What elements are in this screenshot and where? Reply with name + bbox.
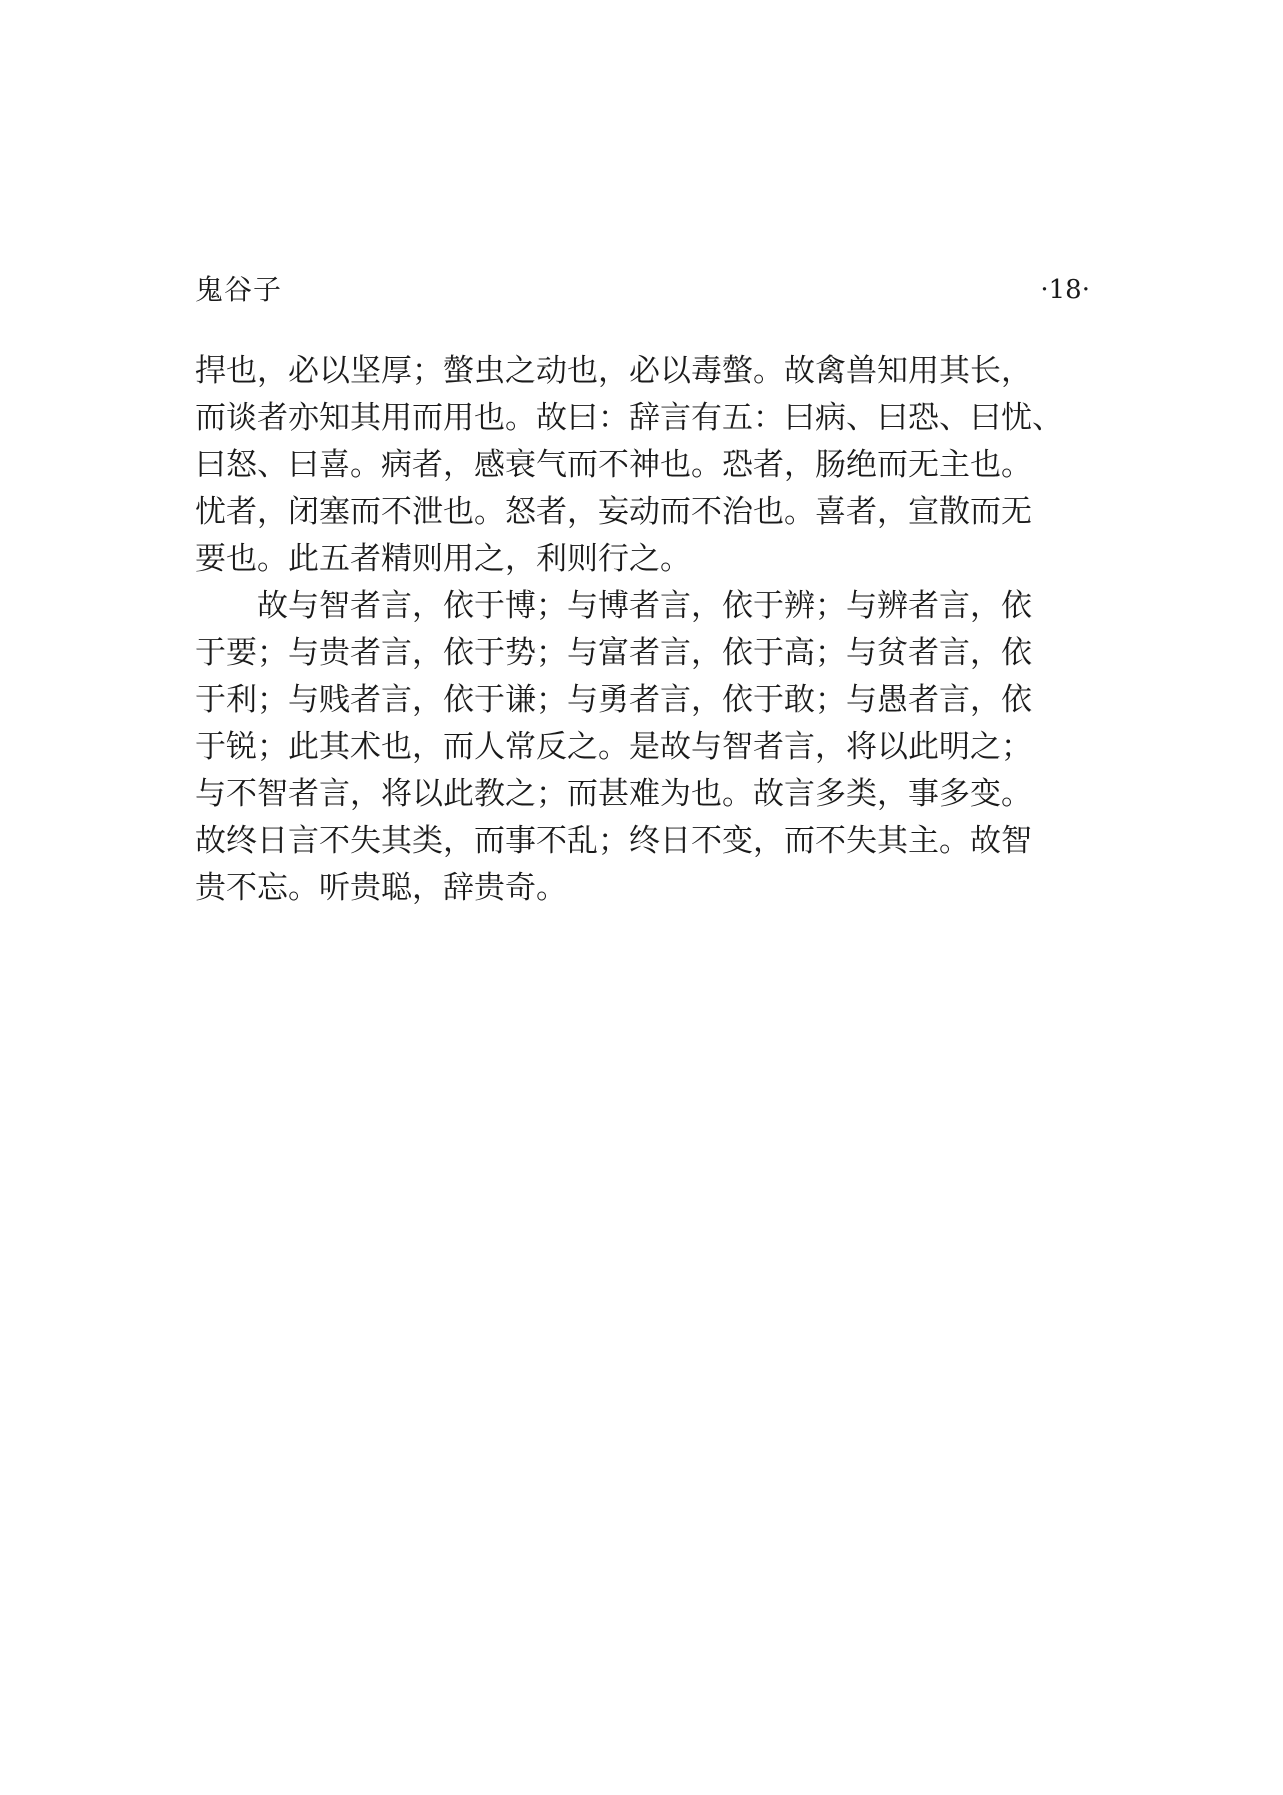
body-text — [195, 348, 1125, 912]
text-line: 于利；与贱者言，依于谦；与勇者言，依于敢；与愚者言，依 — [195, 682, 1032, 718]
page-number: ·18· — [1040, 275, 1090, 305]
text-line: 贵不忘。听贵聪，辞贵奇。 — [195, 870, 567, 906]
book-title: 鬼谷子 — [195, 273, 283, 306]
text-line: 于要；与贵者言，依于势；与富者言，依于高；与贫者言，依 — [195, 635, 1032, 671]
text-line: 与不智者言，将以此教之；而甚难为也。故言多类，事多变。 — [195, 776, 1032, 812]
text-line: 曰怒、曰喜。病者，感衰气而不神也。恐者，肠绝而无主也。 — [195, 447, 1032, 483]
text-line: 要也。此五者精则用之，利则行之。 — [195, 541, 691, 577]
text-line: 故终日言不失其类，而事不乱；终日不变，而不失其主。故智 — [195, 823, 1032, 859]
text-line: 忧者，闭塞而不泄也。怒者，妄动而不治也。喜者，宣散而无 — [195, 494, 1032, 530]
running-header — [195, 270, 1090, 310]
text-line: 故与智者言，依于博；与博者言，依于辨；与辨者言，依 — [195, 588, 1032, 624]
text-line: 于锐；此其术也，而人常反之。是故与智者言，将以此明之； — [195, 729, 1032, 765]
text-line: 捍也，必以坚厚；螫虫之动也，必以毒螫。故禽兽知用其长， — [195, 353, 1032, 389]
text-line: 而谈者亦知其用而用也。故曰：辞言有五：曰病、曰恐、曰忧、 — [195, 400, 1063, 436]
